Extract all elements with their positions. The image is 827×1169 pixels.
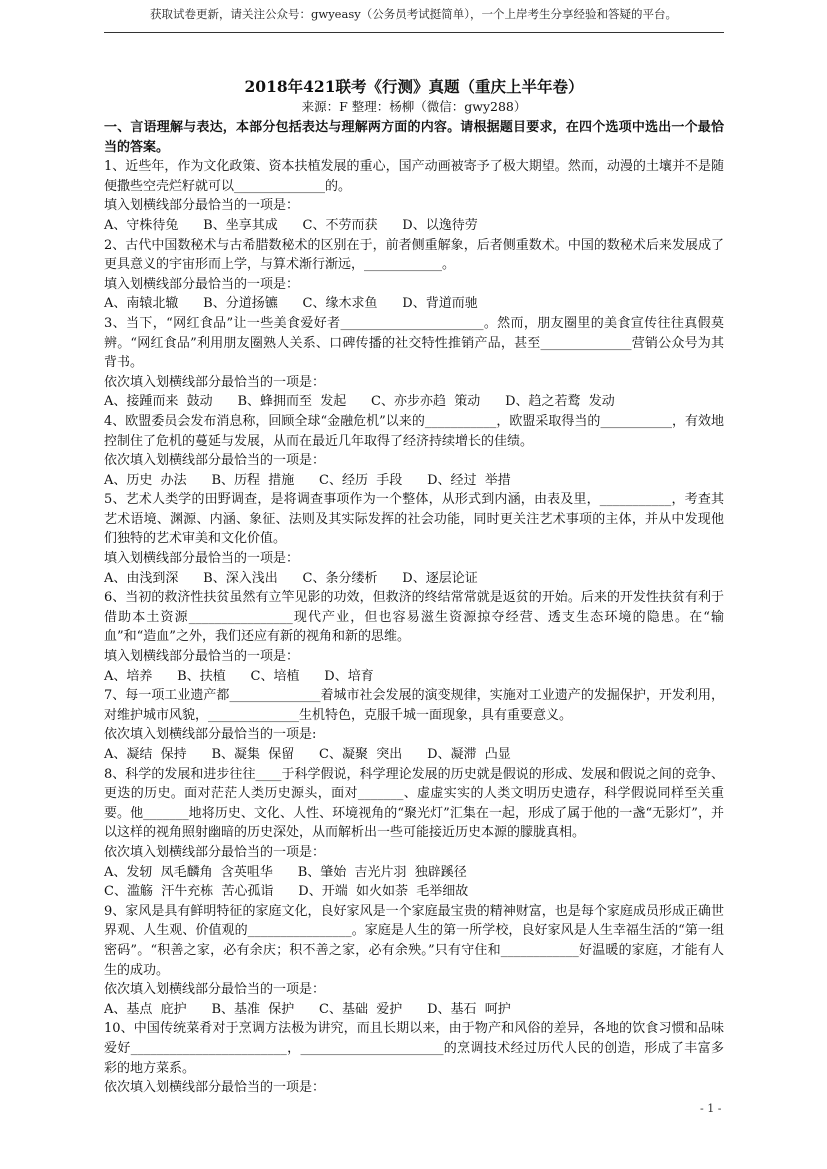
answer-options: A、南辕北辙 B、分道扬镳 C、缘木求鱼 D、背道而驰: [104, 296, 478, 312]
question-prompt: 填入划横线部分最恰当的一项是：: [104, 649, 300, 665]
question-block: [104, 412, 724, 490]
question-prompt: 依次填入划横线部分最恰当的一项是：: [104, 844, 326, 860]
answer-options: A、接踵而来 鼓动 B、蜂拥而至 发起 C、亦步亦趋 策动 D、趋之若鹜 发动: [104, 394, 615, 410]
document-title: 2018年421联考《行测》真题（重庆上半年卷）: [244, 77, 584, 96]
question-block: [104, 490, 724, 588]
question-stem: 3、当下，“网红食品”让一些美食爱好者______________________。然而，朋友圈里的美食宣传往往真假莫辨。“网红食品”利用朋友圈熟人关系、口碑传播的社交特性推销产品，甚至______________营销公众号为其背书。: [104, 315, 724, 371]
question-block: [104, 588, 724, 686]
question-stem: 6、当初的救济性扶贫虽然有立竿见影的功效，但救济的终结常常就是返贫的开始。后来的开发性扶贫有利于借助本土资源________________现代产业，但也容易滋生资源掠夺经营、透支生态环境的隐患。在“输血”和“造血”之外，我们还应有新的视角和新的思维。: [104, 590, 724, 645]
question-stem: 8、科学的发展和进步往往____于科学假说，科学理论发展的历史就是假说的形成、发展和假说之间的竞争、更迭的历史。面对茫茫人类历史源头，面对_______、虚虚实实的人类文明历史遗存，科学假说同样至关重要。他_______地将历史、文化、人性、环境视角的“聚光灯”汇集在一起，形成了属于他的一盏“无影灯”，并以这样的视角照射幽暗的历史深处，从而解析出一些可能接近历史本源的朦胧真相。: [104, 766, 724, 841]
question-prompt: 依次填入划横线部分最恰当的一项是：: [104, 982, 326, 998]
header-divider: [104, 32, 724, 33]
answer-options: A、由浅到深 B、深入浅出 C、条分缕析 D、逐层论证: [104, 570, 478, 586]
question-list: [104, 157, 724, 1098]
document-source: 来源：F 整理：杨柳（微信：gwy288）: [301, 99, 527, 114]
section-heading: 一、言语理解与表达，本部分包括表达与理解两方面的内容。请根据题目要求，在四个选项中选出一个最恰当的答案。: [104, 120, 724, 155]
answer-options: A、基点 庇护 B、基准 保护 C、基础 爱护 D、基石 呵护: [104, 1001, 511, 1017]
question-prompt: 依次填入划横线部分最恰当的一项是：: [104, 453, 326, 469]
question-block: [104, 236, 724, 314]
question-block: [104, 902, 724, 1020]
question-stem: 10、中国传统菜肴对于烹调方法极为讲究，而且长期以来，由于物产和风俗的差异，各地的饮食习惯和品味爱好________________________，______________________的烹调技术经过历代人民的创造，形成了丰富多彩的地方菜系。: [104, 1021, 724, 1076]
question-prompt: 依次填入划横线部分最恰当的一项是:: [104, 727, 317, 743]
question-block: [104, 1019, 724, 1097]
question-stem: 5、艺术人类学的田野调查，是将调查事项作为一个整体，从形式到内涵，由表及里，___________，考查其艺术语境、渊源、内涵、象征、法则及其实际发挥的社会功能，同时更关注艺术事项的主体，并从中发现他们独特的艺术审美和文化价值。: [104, 492, 724, 547]
answer-options: A、守株待兔 B、坐享其成 C、不劳而获 D、以逸待劳: [104, 217, 478, 233]
answer-options: A、培养 B、扶植 C、培植 D、培育: [104, 668, 374, 684]
question-prompt: 依次填入划横线部分最恰当的一项是：: [104, 374, 326, 390]
answer-options: A、发轫 凤毛麟角 含英咀华 B、肇始 吉光片羽 独辟蹊径: [104, 864, 467, 880]
page-header: 获取试卷更新，请关注公众号：gwyeasy（公务员考试挺简单），一个上岸考生分享经验和答疑的平台。: [149, 7, 677, 21]
question-stem: 4、欧盟委员会发布消息称，回顾全球“金融危机”以来的___________，欧盟采取得当的___________，有效地控制住了危机的蔓延与发展，从而在最近几年取得了经济持续增长的佳绩。: [104, 413, 724, 449]
question-prompt: 填入划横线部分最恰当的一项是：: [104, 276, 300, 292]
question-block: [104, 157, 724, 235]
answer-options: A、历史 办法 B、历程 措施 C、经历 手段 D、经过 举措: [104, 472, 511, 488]
answer-options: A、凝结 保持 B、凝集 保留 C、凝聚 突出 D、凝滞 凸显: [104, 747, 511, 762]
answer-options: C、滥觞 汗牛充栋 苦心孤诣 D、开端 如火如荼 毛举细故: [104, 884, 469, 900]
question-stem: 7、每一项工业遗产都______________着城市社会发展的演变规律，实施对工业遗产的发掘保护，开发利用，对维护城市风貌，______________生机特色，克服千城一面现象，具有重要意义。: [104, 688, 724, 723]
question-block: [104, 686, 724, 764]
question-stem: 1、近些年，作为文化政策、资本扶植发展的重心，国产动画被寄予了极大期望。然而，动漫的土壤并不是随便撒些空壳烂籽就可以______________的。: [104, 159, 724, 194]
question-stem: 2、古代中国数秘术与古希腊数秘术的区别在于，前者侧重解象，后者侧重数术。中国的数秘术后来发展成了更具意义的宇宙形而上学，与算术渐行渐远，____________。: [104, 237, 724, 273]
question-block: [104, 765, 724, 902]
page-number: - 1 -: [700, 1102, 722, 1115]
document-body: [104, 76, 724, 1098]
question-prompt: 依次填入划横线部分最恰当的一项是：: [104, 1080, 326, 1096]
question-prompt: 填入划横线部分最恰当的一项是：: [104, 198, 300, 214]
question-prompt: 填入划横线部分最恰当的一项是：: [104, 551, 300, 567]
question-stem: 9、家风是具有鲜明特征的家庭文化，良好家风是一个家庭最宝贵的精神财富，也是每个家庭成员形成正确世界观、人生观、价值观的________________。家庭是人生的第一所学校，良好家风是人生幸福生活的“第一组密码”。“积善之家，必有余庆；积不善之家，必有余殃。”只有守住和____________好温暖的家庭，才能有人生的成功。: [104, 903, 724, 978]
question-block: [104, 314, 724, 412]
